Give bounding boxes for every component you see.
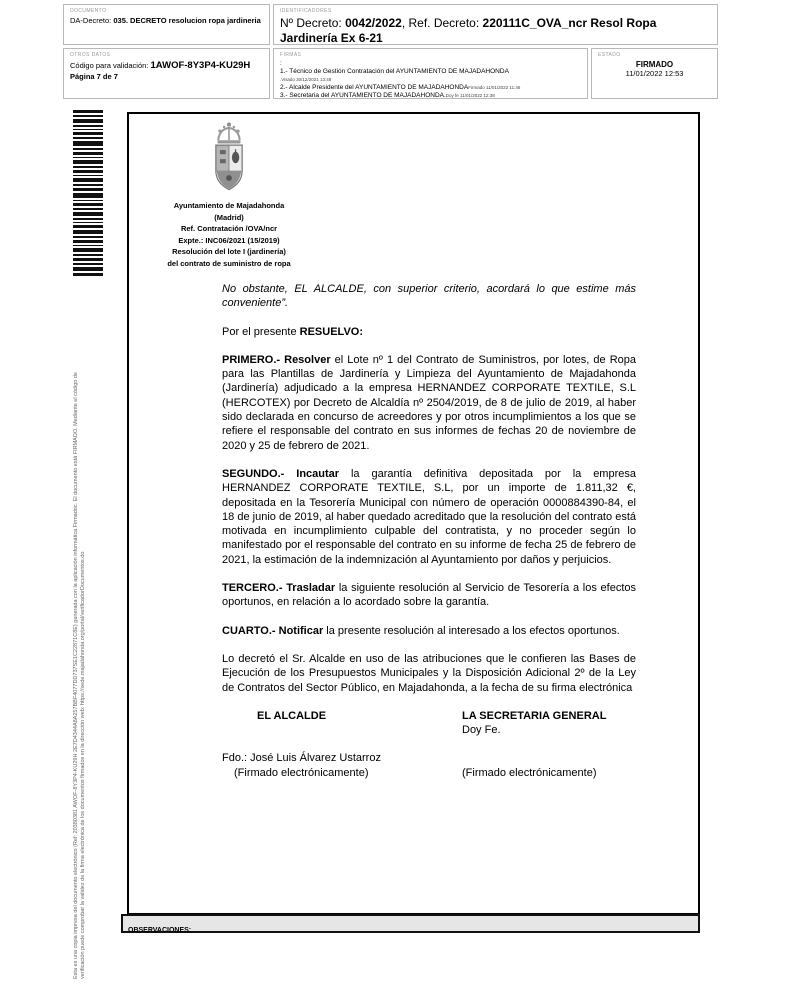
da-decreto-value: 035. DECRETO resolucion ropa jardineria — [113, 16, 261, 25]
doy-fe-text: Doy Fe. — [462, 724, 501, 737]
subject-line-1: Resolución del lote I (jardinería) — [172, 247, 286, 256]
signer-3-text: 3.- Secretaria del AYUNTAMIENTO DE MAJADAHONDA. — [280, 92, 446, 99]
signature-list — [280, 60, 581, 100]
identificadores-label: IDENTIFICADORES — [280, 8, 332, 14]
header-box-identificadores — [273, 4, 718, 45]
alcalde-esign-note: (Firmado electrónicamente) — [234, 766, 369, 779]
signer-2-note: Firmado 11/01/2022 11:46 — [468, 85, 521, 90]
da-decreto-field: DA-Decreto: — [70, 16, 112, 25]
signature-block — [222, 709, 636, 780]
status-badge: FIRMADO — [635, 60, 674, 69]
resuelvo-intro: Por el presente — [222, 325, 300, 338]
signer-3-note: Doy fe 11/01/2022 12:38 — [445, 93, 495, 98]
validation-code-row — [70, 60, 263, 82]
decree-body — [222, 282, 636, 780]
cuarto-text: la presente resolución al interesado a los efectos oportunos. — [323, 624, 620, 637]
ref-line: Ref. Contratación /OVA/ncr — [180, 224, 278, 233]
subject-line-2: del contrato de suministro de ropa — [167, 258, 291, 268]
alcalde-title: EL ALCALDE — [257, 709, 327, 722]
status-datetime: 11/01/2022 12:53 — [625, 69, 684, 78]
alcalde-name: Fdo.: José Luis Álvarez Ustarroz — [222, 752, 381, 765]
signer-2-text: 2.- Alcalde Presidente del AYUNTAMIENTO DE MAJADAHONDA — [280, 84, 469, 91]
empty-cell — [222, 723, 462, 737]
ref-decreto-value: 220111C_OVA_ncr Resol Ropa Jardinería Ex 6-21 — [280, 16, 657, 45]
paragraph-primero — [222, 353, 636, 453]
header-box-estado — [591, 48, 718, 99]
document-frame — [127, 112, 700, 915]
closing-paragraph: Lo decretó el Sr. Alcalde en uso de las atribuciones que le confieren las Bases de Ejecución de los Presupuestos Municipales y la Disposición Adicional 2º de la Ley de Contratos del Sector Público, en Majadahonda, a la fecha de su firma electrónica — [222, 652, 636, 694]
otros-datos-label: OTROS DATOS — [70, 52, 111, 58]
secretaria-esign-note: (Firmado electrónicamente) — [462, 766, 597, 779]
verification-line-2: verificación puede comprobar la validez de la firma electrónica de los documentos firmados en la dirección web: https://sede.majadahonda.org/portal/verificadorDocumentos.do — [80, 551, 86, 979]
observaciones-box — [121, 914, 700, 933]
quote-paragraph: No obstante, EL ALCALDE, con superior criterio, acordará lo que estime más conveniente”. — [222, 283, 636, 310]
verification-sidebar-text — [73, 282, 87, 979]
signer-1-note: .Visado 30/12/2021 13:48 — [280, 77, 332, 82]
secretaria-title: LA SECRETARIA GENERAL — [462, 709, 607, 722]
signature-spacer — [222, 737, 636, 751]
tercero-lead: TERCERO.- Trasladar — [222, 582, 336, 595]
barcode — [73, 110, 103, 278]
cuarto-lead: CUARTO.- Notificar — [222, 624, 324, 637]
org-location: (Madrid) — [214, 212, 244, 222]
documento-label: DOCUMENTO — [70, 8, 107, 14]
majadahonda-coat-of-arms-icon — [203, 118, 255, 192]
resuelvo-keyword: RESUELVO: — [299, 325, 364, 338]
paragraph-tercero — [222, 581, 636, 610]
primero-text: el Lote nº 1 del Contrato de Suministros, por lotes, de Ropa para las Plantillas de Jardinería y Limpieza del Ayuntamiento de Majadahonda (Jardinería) adjudicado a la empresa HERNANDEZ CORPORATE TEXTILE, S.L (HERCOTEX) por Decreto de Alcaldía nº 2504/2019, de 8 de julio de 2019, al haber sido declarada en concurso de acreedores y por otros incumplimientos a los que se refiere el responsable del contrato en sus informes de fechas 20 de noviembre de 2020 y 25 de febrero de 2021. — [222, 353, 636, 452]
num-decreto-value: 0042/2022 — [345, 16, 402, 30]
firmas-label: FIRMAS — [280, 52, 302, 58]
paragraph-cuarto — [222, 624, 636, 638]
verification-line-1: Esta es una copia impresa del documento electrónico (Ref: 20380381 AWOF-8Y3P4-KU29H 2E7D4344A8A257BBF4077DD737SE1C22871C8E) generada con la aplicación informática Firmadoc. El documento está FIRMADO. Mediante el código de — [73, 372, 79, 979]
signer-1-text: 1.- Técnico de Gestión Contratación del AYUNTAMIENTO DE MAJADAHONDA — [280, 68, 509, 75]
estado-label: ESTADO — [598, 52, 621, 58]
letterhead-lines — [139, 200, 319, 269]
decree-identifiers — [280, 16, 711, 46]
empty-cell — [462, 751, 636, 765]
signer-row-1 — [280, 68, 581, 84]
header-box-firmas — [273, 48, 588, 99]
letterhead — [139, 118, 319, 269]
signer-row-2 — [280, 84, 581, 92]
segundo-text: la garantía definitiva depositada por la empresa HERNANDEZ CORPORATE TEXTILE, S.L, por un importe de 1.811,32 €, depositada en la Tesorería Municipal con número de operación 0000884390-84, el 18 de junio de 2019, al haber quedado acreditado que la resolución del contrato está motivada en incumplimiento culpable del contratista, y no proceder según lo manifestado por el responsable del contrato en su informe de fecha 25 de febrero de 2021, la estimación de la indemnización al Ayuntamiento por daños y perjuicios. — [222, 467, 636, 566]
validation-label: Código para validación: — [70, 61, 149, 70]
segundo-lead: SEGUNDO.- Incautar — [222, 467, 340, 480]
header-box-otros-datos — [63, 48, 270, 99]
primero-lead: PRIMERO.- Resolver — [222, 353, 331, 366]
resuelvo-line — [222, 325, 636, 339]
ref-decreto-label: , Ref. Decreto: — [401, 16, 480, 30]
page-indicator: Página 7 de 7 — [70, 72, 118, 81]
paragraph-segundo — [222, 467, 636, 567]
documento-value — [70, 16, 263, 26]
org-name: Ayuntamiento de Majadahonda — [173, 201, 285, 210]
observaciones-label: OBSERVACIONES: — [128, 927, 192, 934]
signer-row-3 — [280, 92, 581, 100]
header-box-documento — [63, 4, 270, 45]
firmas-colon: : — [280, 60, 282, 67]
num-decreto-label: Nº Decreto: — [280, 16, 342, 30]
expediente-line: Expte.: INC06/2021 (15/2019) — [178, 235, 280, 245]
validation-code: 1AWOF-8Y3P4-KU29H — [150, 60, 251, 71]
tercero-text: la siguiente resolución al Servicio de Tesorería a los efectos oportunos, en relación a lo acordado sobre la garantía. — [222, 582, 637, 609]
